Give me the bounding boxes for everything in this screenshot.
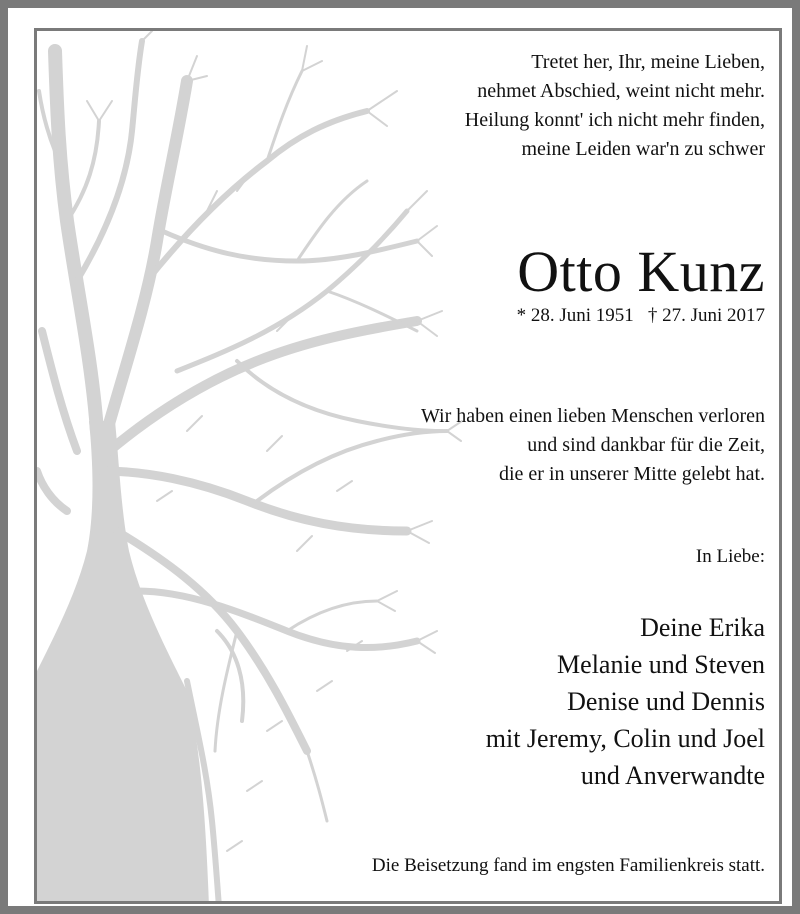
poem-line: Heilung konnt' ich nicht mehr finden, xyxy=(464,109,765,131)
poem-line: nehmet Abschied, weint nicht mehr. xyxy=(477,80,765,102)
family-list xyxy=(486,609,765,794)
life-dates xyxy=(517,303,765,329)
family-member: mit Jeremy, Colin und Joel xyxy=(485,724,765,753)
condolence-message xyxy=(421,402,765,489)
poem xyxy=(465,48,765,164)
birth-date: * 28. Juni 1951 xyxy=(516,305,634,326)
poem-line: Tretet her, Ihr, meine Lieben, xyxy=(531,51,765,73)
family-member: Denise und Dennis xyxy=(567,687,765,716)
death-date: † 27. Juni 2017 xyxy=(647,305,765,326)
inner-frame xyxy=(34,28,782,904)
in-love-label: In Liebe: xyxy=(695,546,765,567)
message-line: und sind dankbar für die Zeit, xyxy=(527,434,765,456)
family-member: Deine Erika xyxy=(640,613,765,642)
burial-note: Die Beisetzung fand im engsten Familienkreis statt. xyxy=(371,855,765,876)
family-member: Melanie und Steven xyxy=(557,650,765,679)
poem-line: meine Leiden war'n zu schwer xyxy=(521,138,765,160)
family-member: und Anverwandte xyxy=(580,761,765,790)
message-line: Wir haben einen lieben Menschen verloren xyxy=(420,405,765,427)
message-line: die er in unserer Mitte gelebt hat. xyxy=(498,463,765,485)
deceased-name: Otto Kunz xyxy=(517,239,765,304)
